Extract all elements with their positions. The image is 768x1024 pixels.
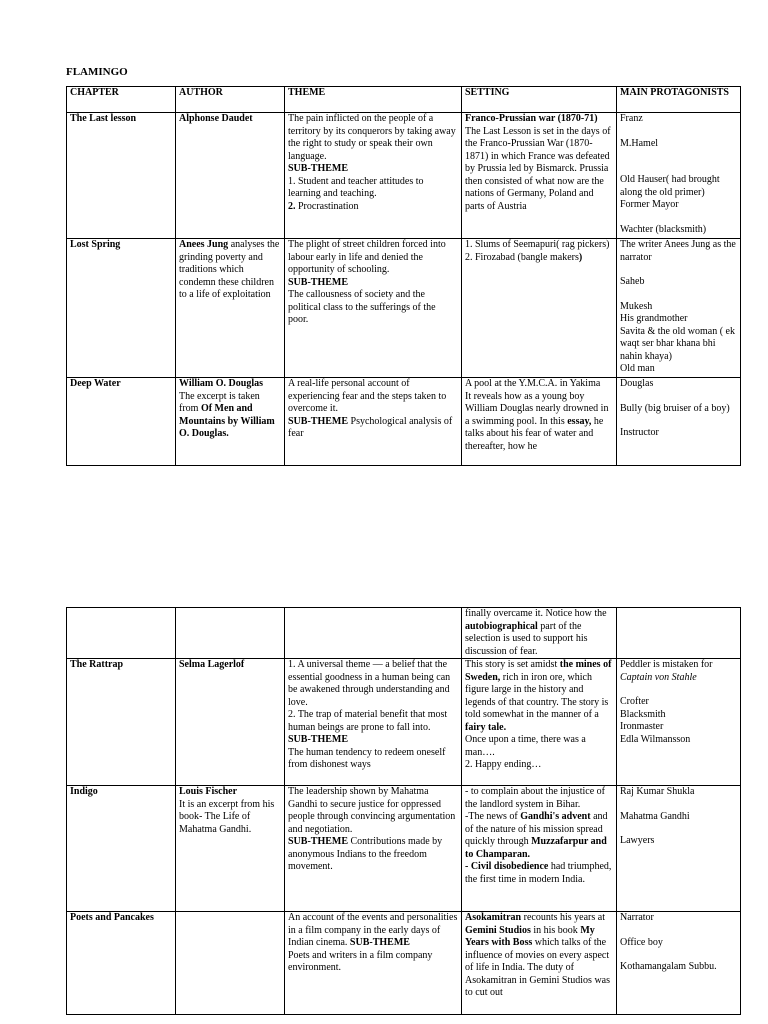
sub-theme-label: SUB-THEME [288, 415, 349, 427]
theme-cell [285, 659, 462, 786]
setting-text-part: rich in iron ore, which figure large in the history and legends of that country. The story is told somewhat in the manner of a [465, 671, 609, 720]
setting-text: - to complain about the injustice of the landlord system in Bihar. [465, 786, 605, 810]
theme-cell [285, 113, 462, 239]
theme-text [288, 836, 458, 874]
setting-text-part: 2. Firozabad (bangle makers [465, 251, 579, 263]
table-header-row [67, 87, 741, 113]
setting-cell [462, 378, 617, 466]
theme-text: The pain inflicted on the people of a territory by its conquerors by taking away the right to study or speak their own language. [288, 113, 456, 162]
protagonist: M.Hamel [620, 137, 659, 149]
protagonist: Office boy [620, 936, 663, 948]
chapter-cell: Poets and Pancakes [67, 912, 176, 1015]
setting-text-part: - Civil disobedience [465, 861, 549, 872]
header-theme: THEME [285, 87, 462, 113]
author-name: Louis Fischer [179, 786, 238, 797]
theme-text: The human tendency to redeem oneself from dishonest ways [288, 746, 446, 770]
theme-cell [285, 786, 462, 912]
author-cell [176, 912, 285, 1015]
protagonist-alias: Captain von Stahle [620, 671, 697, 683]
setting-text [465, 811, 613, 861]
author-cell [176, 786, 285, 912]
chapter-cell: Lost Spring [67, 239, 176, 378]
protagonists-cell [617, 659, 741, 786]
setting-text: The Last Lesson is set in the days of the Franco-Prussian War (1870-1871) in which France was defeated by Prussia led by Bismarck. Prussia then consisted of what now are the nations of Germany, Poland and parts of Austria [465, 125, 611, 212]
protagonist: Wachter (blacksmith) [620, 223, 707, 235]
author-text: It is an excerpt from his book- The Life of Mahatma Gandhi. [179, 798, 275, 835]
protagonist: Savita & the old woman ( ek waqt ser bhar khana bhi nahin khaya) [620, 325, 735, 362]
setting-text [465, 608, 613, 658]
setting-cell [462, 912, 617, 1015]
sub-theme-label: SUB-THEME [288, 163, 349, 174]
setting-text-part: It reveals how as a young boy William Douglas nearly drowned in a swimming pool. In this [465, 390, 609, 427]
author-text-part: The excerpt is taken from [179, 390, 260, 414]
author-name: Anees Jung [179, 239, 229, 250]
chapter-table-part2 [66, 607, 741, 1015]
theme-text-part: An account of the events and personalities in a film company in the early days of Indian cinema. [288, 912, 458, 948]
protagonist: His grandmother [620, 313, 688, 324]
header-setting: SETTING [462, 87, 617, 113]
protagonist: Old Hauser( had brought along the old primer) [620, 174, 720, 198]
table-row [67, 912, 741, 1015]
setting-text [465, 912, 613, 1000]
table-row [67, 786, 741, 912]
book-title: Of Men and Mountains by William O. Douglas. [179, 403, 275, 439]
setting-text-part: Asokamitran [465, 912, 522, 923]
setting-cell [462, 113, 617, 239]
theme-cell [285, 608, 462, 659]
protagonist: Old man [620, 363, 655, 374]
theme-text: 1. Student and teacher attitudes to learning and teaching. [288, 175, 424, 199]
setting-text: Once upon a time, there was a man…. [465, 734, 586, 758]
setting-text-part: ) [578, 251, 583, 263]
protagonist: The writer Anees Jung as the narrator [620, 239, 736, 263]
protagonists-cell [617, 113, 741, 239]
setting-text [465, 659, 613, 734]
setting-cell [462, 659, 617, 786]
setting-text-part: My Years with Boss [465, 924, 595, 948]
setting-text [465, 391, 613, 454]
protagonists-cell [617, 608, 741, 659]
protagonist: Mahatma Gandhi [620, 810, 690, 822]
theme-text: 1. A universal theme — a belief that the essential goodness in a human being can be awakened through understanding and love. [288, 659, 451, 708]
author-text: analyses the grinding poverty and traditions which condemn these children to a life of exploitation [179, 239, 280, 300]
protagonists-cell [617, 912, 741, 1015]
protagonist: Narrator [620, 912, 654, 923]
protagonist-text: Peddler is mistaken for [620, 659, 713, 670]
theme-number: 2. [288, 200, 296, 212]
author-cell [176, 608, 285, 659]
header-author: AUTHOR [176, 87, 285, 113]
protagonist: Ironmaster [620, 721, 664, 732]
theme-text: The callousness of society and the political class to the sufferings of the poor. [288, 289, 436, 325]
sub-theme-label: SUB-THEME [288, 734, 349, 745]
setting-text-part: part of the selection is used to support his discussion of fear. [465, 620, 588, 657]
setting-text-part: in his book [530, 924, 581, 936]
protagonist: Raj Kumar Shukla [620, 786, 695, 797]
theme-text-part: Contributions made by anonymous Indians to the freedom movement. [288, 836, 443, 872]
setting-text-part: Gandhi's advent [520, 811, 591, 822]
protagonists-cell [617, 239, 741, 378]
protagonists-cell [617, 786, 741, 912]
setting-text-part: fairy tale. [465, 721, 507, 733]
theme-text [288, 912, 458, 950]
author-text [179, 391, 281, 441]
setting-text-part: essay, [567, 415, 592, 427]
protagonist: Bully (big bruiser of a boy) [620, 402, 730, 414]
protagonists-cell [617, 378, 741, 466]
table-row [67, 113, 741, 239]
theme-text: The plight of street children forced into labour early in life and denied the opportunity of schooling. [288, 239, 446, 275]
setting-text [465, 861, 613, 886]
protagonist: Saheb [620, 276, 645, 287]
author-cell [176, 378, 285, 466]
protagonist [620, 659, 737, 684]
setting-text-part: This story is set amidst [465, 659, 560, 670]
theme-text: Procrastination [295, 200, 359, 212]
protagonist: Crofter [620, 696, 649, 707]
theme-text-part: Psychological analysis of fear [288, 415, 453, 439]
setting-text: 1. Slums of Seemapuri( rag pickers) [465, 239, 610, 250]
protagonist: Mukesh [620, 300, 653, 312]
author-cell: Alphonse Daudet [176, 113, 285, 239]
setting-text [465, 252, 613, 265]
document-title: FLAMINGO [66, 66, 128, 78]
author-name: William O. Douglas [179, 378, 263, 389]
setting-text: 2. Happy ending… [465, 759, 542, 770]
protagonist: Franz [620, 113, 643, 124]
setting-text: A pool at the Y.M.C.A. in Yakima [465, 378, 601, 389]
setting-text-part: finally overcame it. Notice how the [465, 608, 607, 619]
theme-text: Poets and writers in a film company environment. [288, 949, 433, 973]
table-row [67, 378, 741, 466]
chapter-cell: Deep Water [67, 378, 176, 466]
setting-heading: Franco-Prussian war (1870-71) [465, 113, 598, 124]
setting-text-part: Muzzafarpur and to Champaran. [465, 836, 607, 860]
sub-theme-label: SUB-THEME [288, 276, 349, 288]
setting-text-part: Gemini Studios [465, 924, 531, 936]
setting-text-part: -The news of [465, 811, 521, 822]
chapter-cell [67, 608, 176, 659]
protagonist: Blacksmith [620, 708, 666, 720]
author-cell [176, 239, 285, 378]
table-row [67, 659, 741, 786]
header-protagonists: MAIN PROTAGONISTS [617, 87, 741, 113]
theme-text [288, 416, 458, 441]
setting-cell [462, 608, 617, 659]
theme-cell [285, 378, 462, 466]
theme-text: A real-life personal account of experiencing fear and the steps taken to overcome it. [288, 378, 447, 414]
table-row [67, 608, 741, 659]
theme-text [288, 201, 458, 214]
setting-text-part: recounts his years at [521, 912, 605, 923]
chapter-cell: The Last lesson [67, 113, 176, 239]
protagonist: Lawyers [620, 835, 655, 846]
protagonist: Kothamangalam Subbu. [620, 961, 717, 972]
setting-text-part: autobiographical [465, 620, 538, 632]
table-row [67, 239, 741, 378]
setting-cell [462, 239, 617, 378]
setting-text-part: he talks about his fear of water and thereafter, how he [465, 415, 604, 452]
setting-text-part: the mines of Sweden, [465, 659, 612, 683]
setting-text-part: had triumphed, the first time in modern India. [465, 861, 612, 885]
chapter-cell: The Rattrap [67, 659, 176, 786]
setting-text-part: which talks of the influence of movies on every aspect of life in India. The duty of Asokamitran in Gemini Studios was to cut out [465, 937, 610, 998]
chapter-table-part1 [66, 86, 741, 466]
setting-cell [462, 786, 617, 912]
theme-text: The leadership shown by Mahatma Gandhi to secure justice for oppressed people through convincing argumentation and negotiation. [288, 786, 456, 835]
protagonist: Douglas [620, 378, 654, 389]
setting-text-part: and of the nature of his mission spread quickly through [465, 811, 608, 847]
protagonist: Instructor [620, 427, 659, 438]
header-chapter: CHAPTER [67, 87, 176, 113]
theme-cell [285, 239, 462, 378]
sub-theme-label: SUB-THEME [288, 836, 349, 847]
theme-cell [285, 912, 462, 1015]
author-cell: Selma Lagerlof [176, 659, 285, 786]
sub-theme-label: SUB-THEME [349, 937, 410, 948]
chapter-cell: Indigo [67, 786, 176, 912]
protagonist: Former Mayor [620, 199, 679, 210]
theme-text: 2. The trap of material benefit that most human beings are prone to fall into. [288, 709, 448, 733]
protagonist: Edla Wilmansson [620, 733, 691, 745]
